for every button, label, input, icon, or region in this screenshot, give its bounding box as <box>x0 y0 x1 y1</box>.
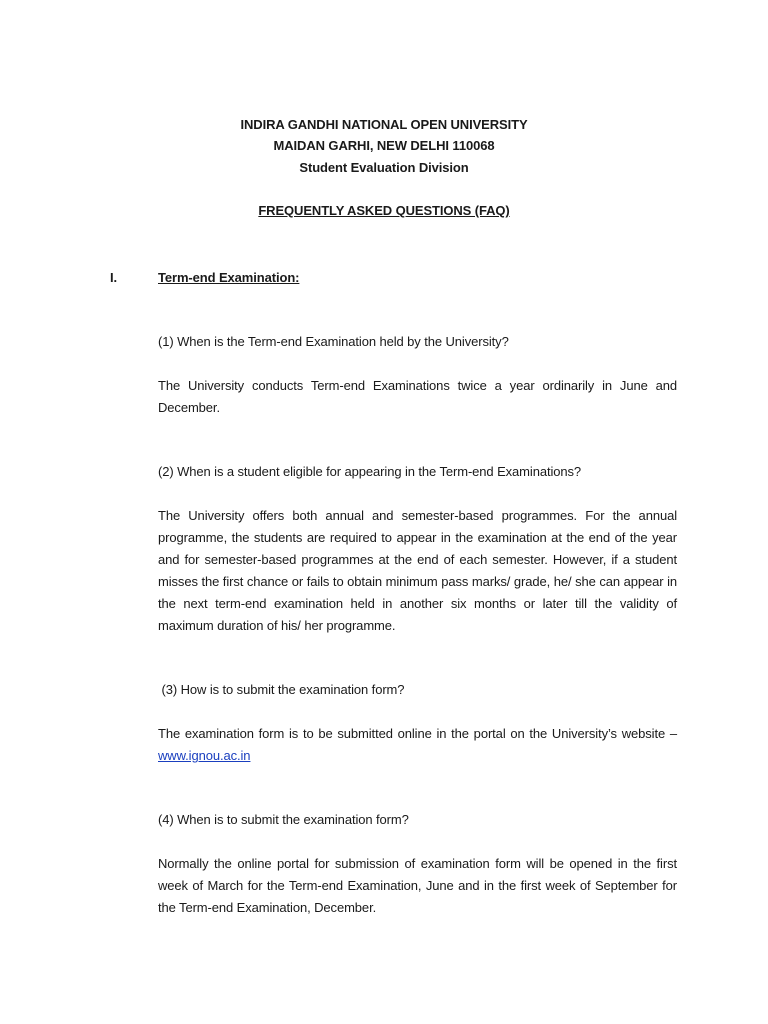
question-3: (3) How is to submit the examination form? <box>158 682 405 697</box>
division-name: Student Evaluation Division <box>299 160 469 175</box>
answer-3 <box>158 723 677 767</box>
university-address: MAIDAN GARHI, NEW DELHI 110068 <box>273 138 495 153</box>
answer-1: The University conducts Term-end Examinations twice a year ordinarily in June and December. <box>158 378 677 415</box>
faq-title: FREQUENTLY ASKED QUESTIONS (FAQ) <box>258 203 510 218</box>
faq-title-wrap <box>0 200 768 222</box>
question-2: (2) When is a student eligible for appearing in the Term-end Examinations? <box>158 464 582 479</box>
ignou-website-link[interactable]: www.ignou.ac.in <box>158 748 251 763</box>
answer-2: The University offers both annual and semester-based programmes. For the annual programme, the students are required to appear in the examination at the end of the year and for semester-based programmes at the end of each semester. However, if a student misses the first chance or fails to obtain minimum pass marks/ grade, he/ she can appear in the next term-end examination held in another six months or later till the validity of maximum duration of his/ her programme. <box>158 508 677 633</box>
answer-3-text: The examination form is to be submitted online in the portal on the University’s website – <box>158 726 677 741</box>
university-name: INDIRA GANDHI NATIONAL OPEN UNIVERSITY <box>240 117 528 132</box>
section-number: I. <box>110 270 118 285</box>
section-title: Term-end Examination: <box>158 270 300 285</box>
answer-4: Normally the online portal for submission of examination form will be opened in the first week of March for the Term-end Examination, June and in the first week of September for the Term-end Examination, December. <box>158 856 677 915</box>
question-4: (4) When is to submit the examination form? <box>158 812 409 827</box>
question-1: (1) When is the Term-end Examination held by the University? <box>158 334 509 349</box>
